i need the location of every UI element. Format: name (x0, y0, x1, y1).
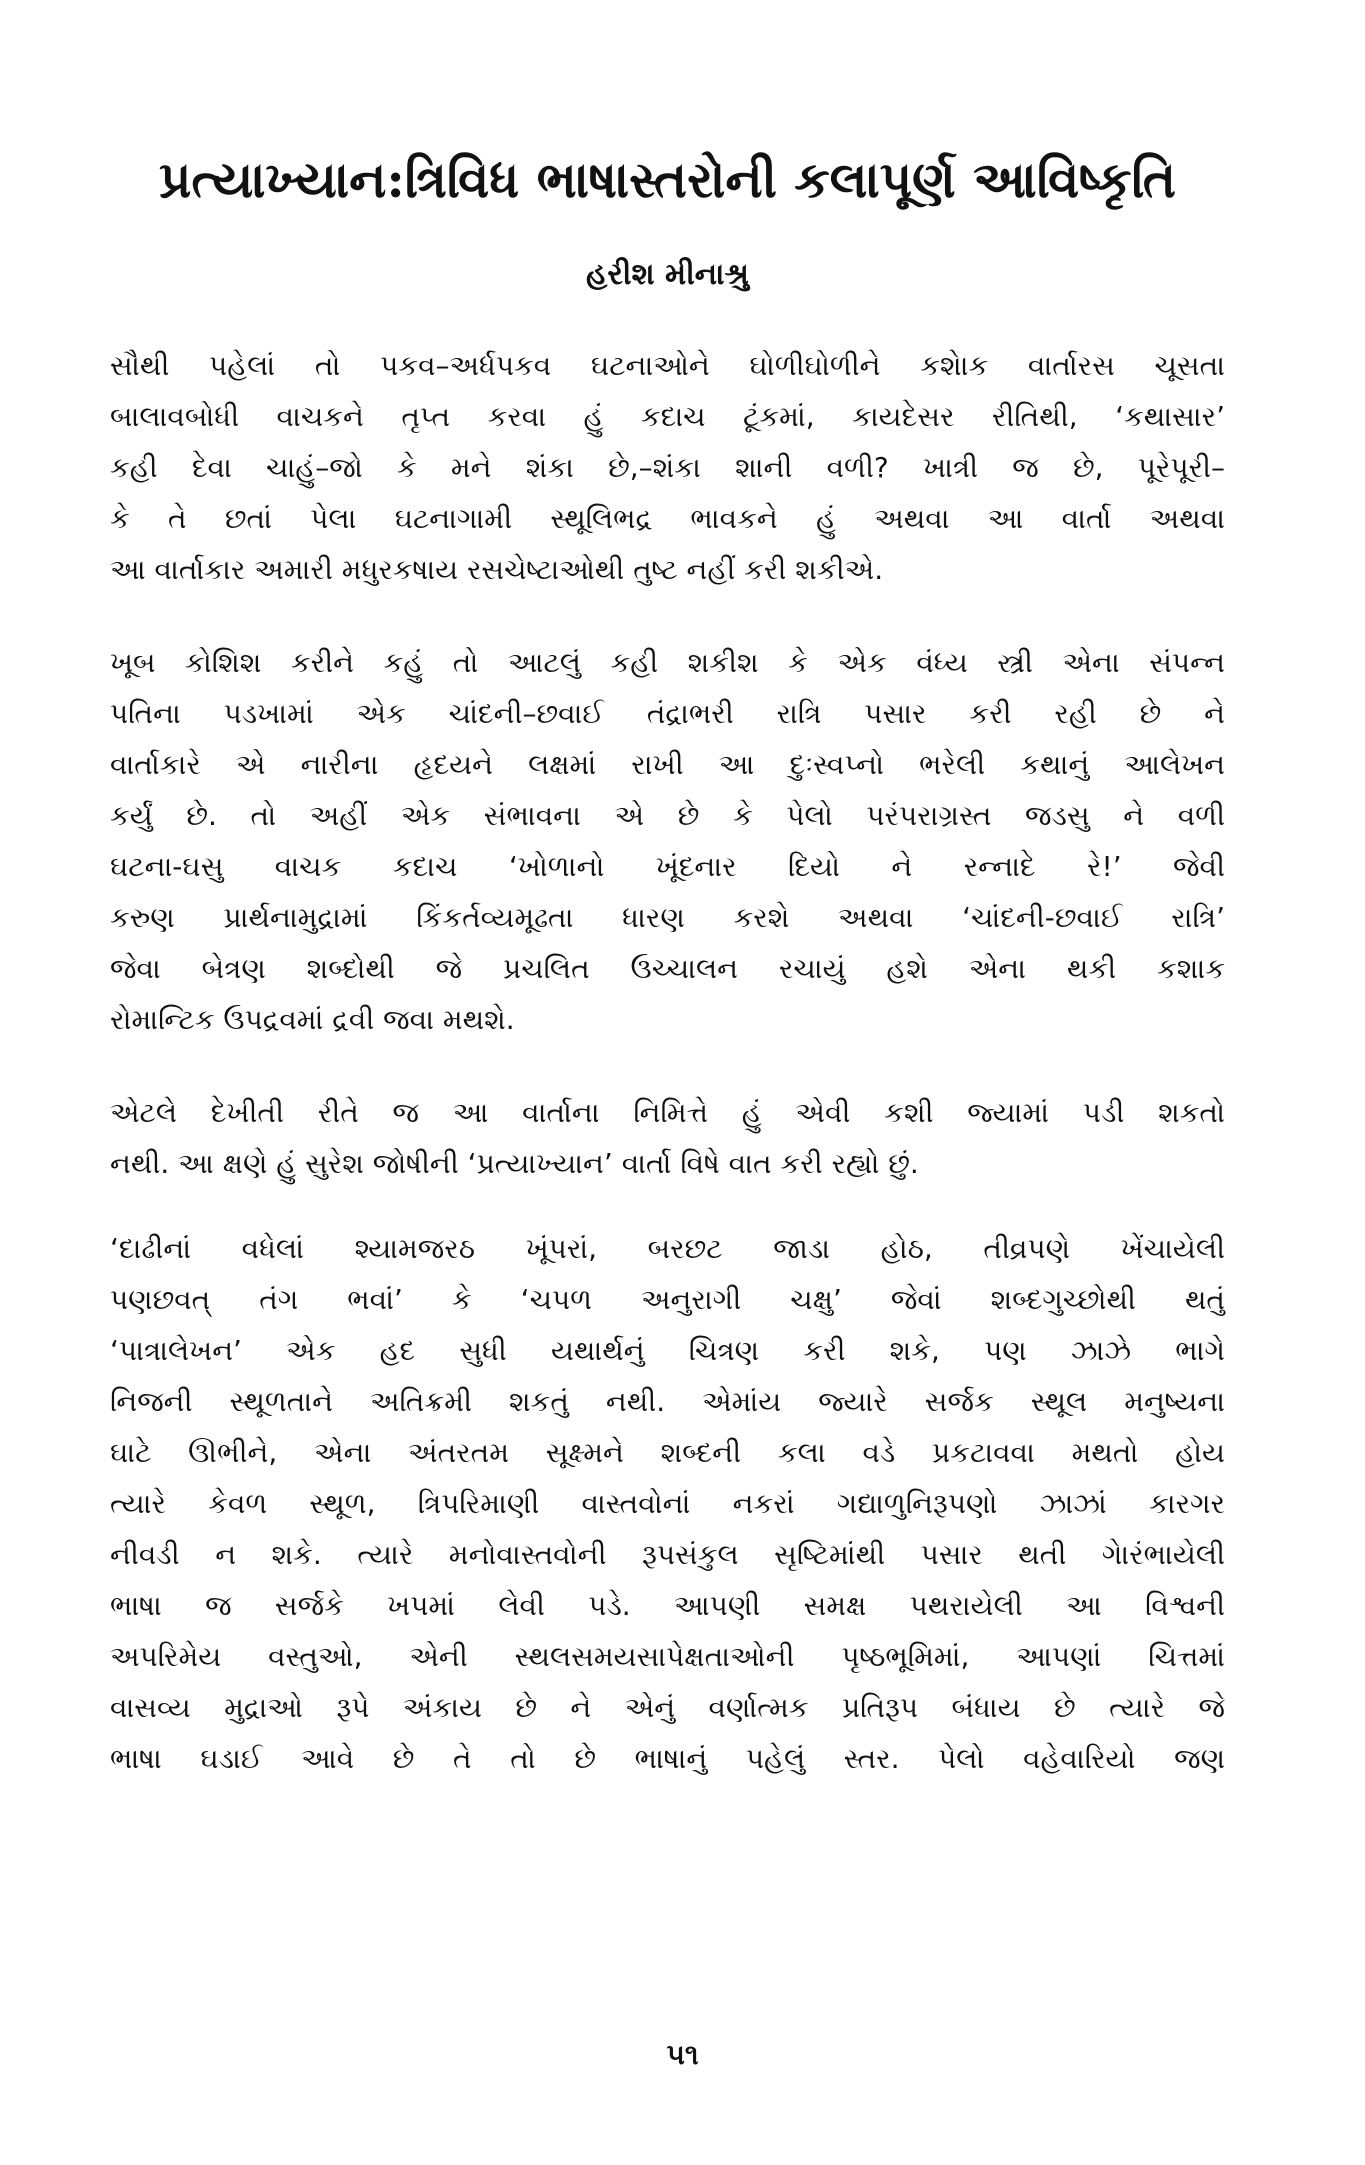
text-line: પતિના પડખામાં એક ચાંદની–છવાઈ તંદ્રાભરી રાત્રિ પસાર કરી રહી છે ને (110, 697, 1225, 730)
text-line: કર્યું છે. તો અહીં એક સંભાવના એ છે કે પેલો પરંપરાગ્રસ્ત જડસુ ને વળી (110, 799, 1225, 832)
paragraph-1 (110, 340, 1225, 595)
text-line: નીવડી ન શકે. ત્યારે મનોવાસ્તવોની રૂપસંકુલ સૃષ્ટિમાંથી પસાર થતી ગેારંભાયેલી (110, 1538, 1225, 1571)
text-line: કરુણ પ્રાર્થનામુદ્રામાં કિંકર્તવ્યમૂઢતા ધારણ કરશે અથવા ‘ચાંદની-છવાઈ રાત્રિ’ (110, 901, 1225, 934)
text-line: વાસવ્ય મુદ્રાઓ રૂપે અંકાય છે ને એનું વર્ણાત્મક પ્રતિરૂપ બંધાય છે ત્યારે જે (110, 1691, 1225, 1724)
text-line: ભાષા જ સર્જકે ખપમાં લેવી પડે. આપણી સમક્ષ પથરાયેલી આ વિશ્વની (110, 1589, 1225, 1622)
paragraph-gap (110, 1189, 1225, 1223)
text-line: ‘દાઢીનાં વધેલાં શ્યામજરઠ ખૂંપરાં, બરછટ જાડા હોઠ, તીવ્રપણે ખેંચાયેલી (110, 1232, 1225, 1265)
text-line: નિજની સ્થૂળતાને અતિક્રમી શકતું નથી. એમાંય જ્યારે સર્જક સ્થૂલ મનુષ્યના (110, 1385, 1225, 1418)
text-line: ‘પાત્રાલેખન’ એક હદ સુધી યથાર્થનું ચિત્રણ કરી શકે, પણ ઝાઝે ભાગે (110, 1334, 1225, 1367)
paragraph-gap (110, 1045, 1225, 1087)
text-line: એટલે દેખીતી રીતે જ આ વાર્તાના નિમિત્તે હું એવી કશી જ્યામાં પડી શકતો (110, 1096, 1225, 1129)
paragraph-3 (110, 1087, 1225, 1189)
text-line: કે તે છતાં પેલા ઘટનાગામી સ્થૂલિભદ્ર ભાવકને હું અથવા આ વાર્તા અથવા (110, 502, 1225, 535)
paragraph-gap (110, 595, 1225, 637)
text-line: ખૂબ કોશિશ કરીને કહું તો આટલું કહી શકીશ કે એક વંધ્ય સ્ત્રી એના સંપન્ન (110, 646, 1225, 679)
paragraph-4 (110, 1223, 1225, 1784)
text-line: ઘાટે ઊભીને, એના અંતરતમ સૂક્ષ્મને શબ્દની કલા વડે પ્રકટાવવા મથતો હોય (110, 1436, 1225, 1469)
text-line: અપરિમેય વસ્તુઓ, એની સ્થલસમયસાપેક્ષતાઓની પૃષ્ઠભૂમિમાં, આપણાં ચિત્તમાં (110, 1640, 1225, 1673)
document-page (110, 140, 1225, 1784)
text-line: ત્યારે કેવળ સ્થૂળ, ત્રિપરિમાણી વાસ્તવોનાં નકરાં ગદ્યાળુનિરૂપણો ઝાઝાં કારગર (110, 1487, 1225, 1520)
text-line: પણછવત્ તંગ ભવાં’ કે ‘ચપળ અનુરાગી ચક્ષુ’ જેવાં શબ્દગુચ્છોથી થતું (110, 1283, 1225, 1316)
text-line: ઘટના-ઘસુ વાચક કદાચ ‘ખોળાનો ખૂંદનાર દિયો ને રન્નાદે રે!’ જેવી (110, 850, 1225, 883)
text-line: ભાષા ઘડાઈ આવે છે તે તો છે ભાષાનું પહેલું સ્તર. પેલો વહેવારિયો જણ (110, 1742, 1225, 1775)
text-line: સૌથી પહેલાં તો પકવ–અર્ધપકવ ઘટનાઓને ઘોળીઘોળીને કશેાક વાર્તારસ ચૂસતા (110, 349, 1225, 382)
text-line: જેવા બેત્રણ શબ્દોથી જે પ્રચલિત ઉચ્ચાલન રચાયું હશે એના થકી કશાક (110, 952, 1225, 985)
article-title: પ્રત્યાખ્યાન:ત્રિવિધ ભાષાસ્તરોની કલાપૂર્ણ આવિષ્કૃતિ (159, 150, 1176, 209)
text-line: કહી દેવા ચાહું–જો કે મને શંકા છે,–શંકા શાની વળી? ખાત્રી જ છે, પૂરેપૂરી– (110, 451, 1225, 484)
text-line: નથી. આ ક્ષણે હું સુરેશ જોષીની ‘પ્રત્યાખ્યાન’ વાર્તા વિષે વાત કરી રહ્યો છું. (110, 1147, 919, 1180)
page-number: ૫૧ (666, 2038, 699, 2071)
text-line: રોમાન્ટિક ઉપદ્રવમાં દ્રવી જવા મથશે. (110, 1003, 515, 1036)
text-line: આ વાર્તાકાર અમારી મધુરકષાય રસચેષ્ટાઓથી તુષ્ટ નહીં કરી શકીએ. (110, 553, 884, 586)
paragraph-2 (110, 637, 1225, 1045)
author-name: હરીશ મીનાશ્રુ (586, 257, 749, 292)
text-line: બાલાવબોધી વાચકને તૃપ્ત કરવા હું કદાચ ટૂંકમાં, કાયદેસર રીતિથી, ‘કથાસાર’ (110, 400, 1225, 433)
text-line: વાર્તાકારે એ નારીના હૃદયને લક્ષમાં રાખી આ દુઃસ્વપ્નો ભરેલી કથાનું આલેખન (110, 748, 1225, 781)
